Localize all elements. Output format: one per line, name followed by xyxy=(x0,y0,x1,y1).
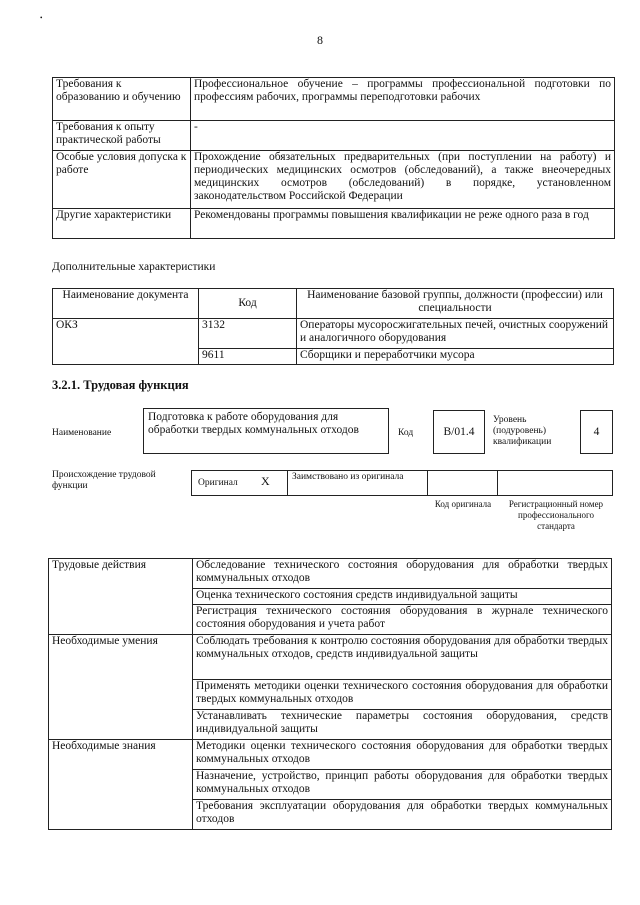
table-row xyxy=(49,589,612,605)
group-label-empty xyxy=(49,770,193,800)
level-box xyxy=(580,410,613,454)
cell-code: 9611 xyxy=(199,349,297,365)
table-row xyxy=(49,770,612,800)
detail-item: Обследование технического состояния оборудования для обработки твердых коммунальных отходов xyxy=(193,559,612,589)
table-row xyxy=(53,121,615,151)
group-label: Трудовые действия xyxy=(49,559,193,589)
original-label: Оригинал xyxy=(198,478,238,488)
origin-label: Происхождение трудовой функции xyxy=(52,470,156,491)
additional-title: Дополнительные характеристики xyxy=(52,261,216,273)
borrowed-label: Заимствовано из оригинала xyxy=(292,472,404,482)
group-label-empty xyxy=(49,710,193,740)
function-name: Подготовка к работе оборудования для обработки твердых коммунальных отходов xyxy=(148,411,359,436)
table-row xyxy=(53,349,614,365)
group-label-empty xyxy=(49,800,193,830)
detail-item: Регистрация технического состояния оборудования в журнале технического состояния оборудования и учета работ xyxy=(193,605,612,635)
table-row xyxy=(53,209,615,239)
original-mark: X xyxy=(261,474,270,488)
table-row xyxy=(53,319,614,349)
table-row xyxy=(49,800,612,830)
detail-item: Соблюдать требования к контролю состояния оборудования для обработки твердых коммунальных отходов, средств индивидуальной защиты xyxy=(193,635,612,680)
cell-name: Операторы мусоросжигательных печей, очистных сооружений и аналогичного оборудования xyxy=(297,319,614,349)
row-label: Другие характеристики xyxy=(53,209,191,239)
cell-code: 3132 xyxy=(199,319,297,349)
page-number: 8 xyxy=(317,33,323,47)
group-label-empty xyxy=(49,589,193,605)
detail-item: Назначение, устройство, принцип работы оборудования для обработки твердых коммунальных отходов xyxy=(193,770,612,800)
code-value: B/01.4 xyxy=(443,426,475,438)
header-name: Наименование базовой группы, должности (профессии) или специальности xyxy=(297,289,614,319)
row-label: Требования к образованию и обучению xyxy=(53,78,191,121)
detail-item: Методики оценки технического состояния оборудования для обработки твердых коммунальных отходов xyxy=(193,740,612,770)
details-table xyxy=(48,558,612,830)
detail-item: Требования эксплуатации оборудования для обработки твердых коммунальных отходов xyxy=(193,800,612,830)
row-label: Требования к опыту практической работы xyxy=(53,121,191,151)
table-row xyxy=(53,151,615,209)
group-label: Необходимые умения xyxy=(49,635,193,680)
requirements-table xyxy=(52,77,615,239)
original-box xyxy=(191,470,288,496)
function-heading: 3.2.1. Трудовая функция xyxy=(52,378,189,392)
cell-doc xyxy=(53,349,199,365)
detail-item: Применять методики оценки технического состояния оборудования для обработки твердых коммунальных отходов xyxy=(193,680,612,710)
origin-code-box xyxy=(427,470,498,496)
function-name-box xyxy=(143,408,389,454)
table-row xyxy=(49,635,612,680)
row-value: Рекомендованы программы повышения квалификации не реже одного раза в год xyxy=(191,209,615,239)
detail-item: Оценка технического состояния средств индивидуальной защиты xyxy=(193,589,612,605)
table-header-row xyxy=(53,289,614,319)
group-label-empty xyxy=(49,605,193,635)
group-label: Необходимые знания xyxy=(49,740,193,770)
table-row xyxy=(49,680,612,710)
reg-number-box xyxy=(497,470,613,496)
table-row xyxy=(49,710,612,740)
borrowed-box xyxy=(287,470,428,496)
cell-doc: ОКЗ xyxy=(53,319,199,349)
corner-mark: • xyxy=(40,14,43,22)
row-label: Особые условия допуска к работе xyxy=(53,151,191,209)
cell-name: Сборщики и переработчики мусора xyxy=(297,349,614,365)
code-box xyxy=(433,410,485,454)
level-label: Уровень (подуровень) квалификации xyxy=(493,415,552,447)
detail-item: Устанавливать технические параметры состояния оборудования, средств индивидуальной защиты xyxy=(193,710,612,740)
row-value: Профессиональное обучение – программы профессиональной подготовки по профессиям рабочих, программы переподготовки рабочих xyxy=(191,78,615,121)
table-row xyxy=(49,605,612,635)
header-doc: Наименование документа xyxy=(53,289,199,319)
origin-code-caption: Код оригинала xyxy=(434,499,492,509)
row-value: - xyxy=(191,121,615,151)
table-row xyxy=(49,559,612,589)
header-code: Код xyxy=(199,289,297,319)
row-value: Прохождение обязательных предварительных (при поступлении на работу) и периодических медицинских осмотров (обследований), а также внеочередных медицинских осмотров (обследований) в порядке, установленном законодательством Российской Федерации xyxy=(191,151,615,209)
table-row xyxy=(53,78,615,121)
group-label-empty xyxy=(49,680,193,710)
name-label: Наименование xyxy=(52,428,112,438)
table-row xyxy=(49,740,612,770)
reg-number-caption: Регистрационный номер профессионального стандарта xyxy=(508,499,604,531)
code-label: Код xyxy=(398,428,414,438)
level-value: 4 xyxy=(593,426,600,438)
additional-table xyxy=(52,288,614,365)
